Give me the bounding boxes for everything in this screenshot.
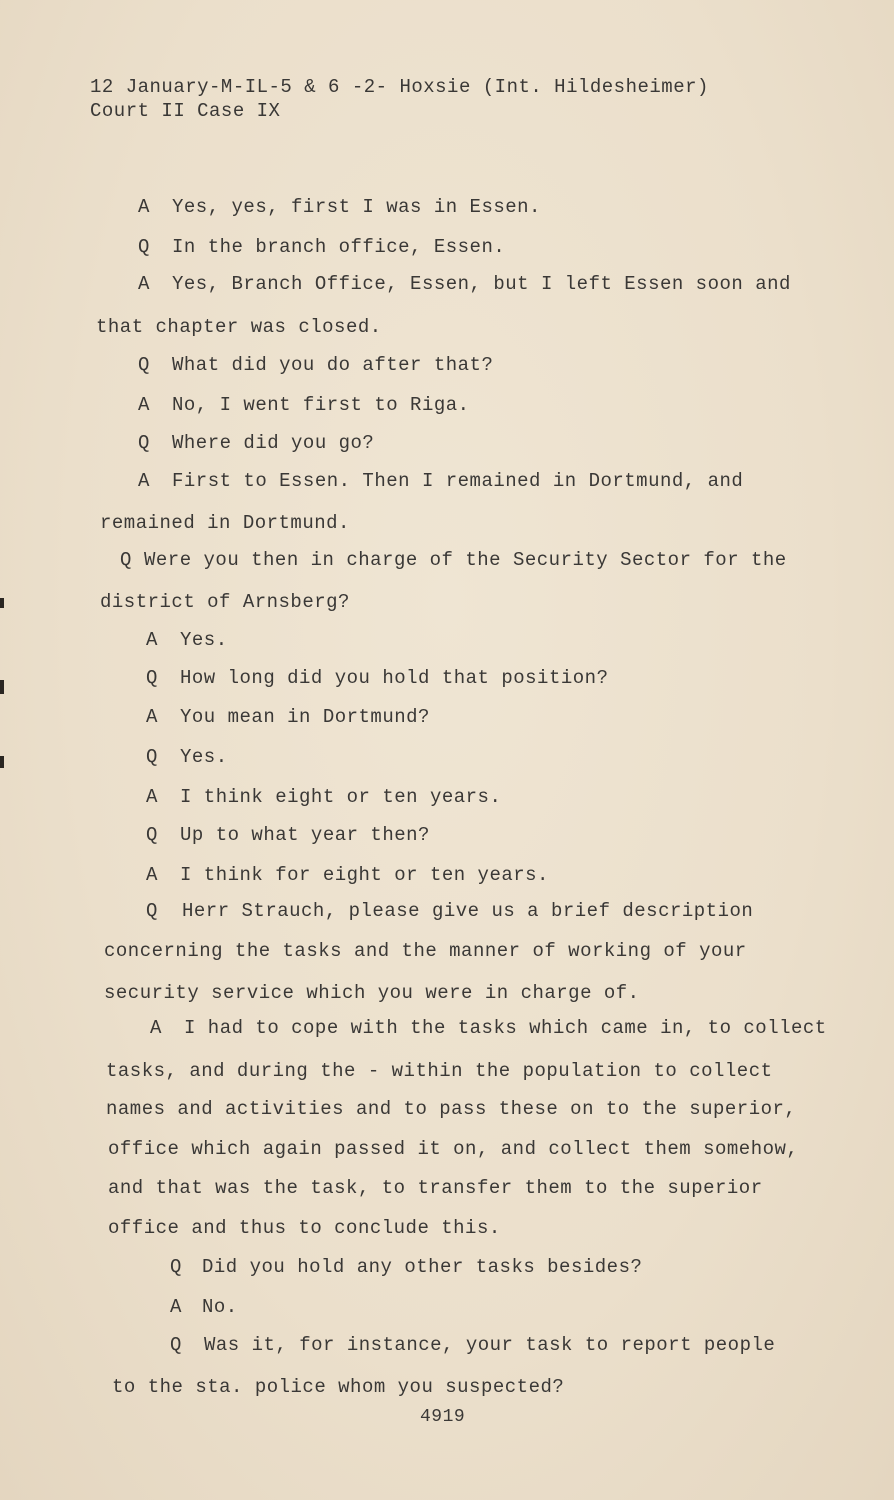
speaker-label: Q bbox=[146, 900, 158, 922]
line-text: No. bbox=[202, 1296, 238, 1318]
line-text: office and thus to conclude this. bbox=[108, 1217, 501, 1239]
transcript-line bbox=[170, 1256, 642, 1278]
transcript-line bbox=[138, 196, 541, 218]
line-text: security service which you were in charge of. bbox=[104, 982, 640, 1004]
line-text: In the branch office, Essen. bbox=[172, 236, 506, 258]
transcript-line bbox=[170, 1296, 238, 1318]
transcript-line bbox=[106, 1098, 796, 1120]
speaker-label: A bbox=[138, 273, 150, 295]
line-text: district of Arnsberg? bbox=[100, 591, 350, 613]
transcript-line bbox=[138, 470, 743, 492]
transcript-line bbox=[100, 591, 350, 613]
transcript-line bbox=[150, 1017, 827, 1039]
line-text: tasks, and during the - within the population to collect bbox=[106, 1060, 773, 1082]
speaker-label: Q bbox=[138, 354, 150, 376]
line-text: First to Essen. Then I remained in Dortmund, and bbox=[172, 470, 744, 492]
margin-mark bbox=[0, 756, 4, 768]
transcript-line bbox=[146, 824, 430, 846]
speaker-label: A bbox=[150, 1017, 162, 1039]
transcript-line bbox=[138, 394, 470, 416]
speaker-label: A bbox=[138, 196, 150, 218]
transcript-line bbox=[146, 746, 228, 768]
speaker-label: A bbox=[146, 706, 158, 728]
speaker-label: A bbox=[138, 394, 150, 416]
line-text: Yes, yes, first I was in Essen. bbox=[172, 196, 541, 218]
line-text: that chapter was closed. bbox=[96, 316, 382, 338]
line-text: Were you then in charge of the Security Sector for the bbox=[144, 549, 787, 571]
transcript-line bbox=[138, 273, 791, 295]
speaker-label: A bbox=[138, 470, 150, 492]
transcript-line bbox=[108, 1138, 798, 1160]
transcript-line bbox=[104, 940, 747, 962]
speaker-label: Q bbox=[138, 432, 150, 454]
line-text: names and activities and to pass these on to the superior, bbox=[106, 1098, 797, 1120]
transcript-line bbox=[146, 629, 228, 651]
speaker-label: Q bbox=[146, 824, 158, 846]
transcript-line bbox=[106, 1060, 773, 1082]
line-text: No, I went first to Riga. bbox=[172, 394, 470, 416]
line-text: I think eight or ten years. bbox=[180, 786, 502, 808]
transcript-line bbox=[138, 354, 493, 376]
header-line-2: Court II Case IX bbox=[90, 100, 281, 122]
speaker-label: A bbox=[146, 786, 158, 808]
line-text: Did you hold any other tasks besides? bbox=[202, 1256, 643, 1278]
transcript-line bbox=[146, 900, 753, 922]
speaker-label: Q bbox=[170, 1334, 182, 1356]
speaker-label: Q bbox=[138, 236, 150, 258]
speaker-label: Q bbox=[170, 1256, 182, 1278]
transcript-line bbox=[170, 1334, 775, 1356]
transcript-line bbox=[108, 1217, 501, 1239]
transcript-line bbox=[146, 667, 608, 689]
transcript-line bbox=[120, 549, 787, 571]
line-text: and that was the task, to transfer them to the superior bbox=[108, 1177, 763, 1199]
line-text: How long did you hold that position? bbox=[180, 667, 609, 689]
line-text: Yes. bbox=[180, 746, 228, 768]
transcript-line bbox=[146, 706, 430, 728]
line-text: Up to what year then? bbox=[180, 824, 430, 846]
line-text: to the sta. police whom you suspected? bbox=[112, 1376, 565, 1398]
line-text: Yes, Branch Office, Essen, but I left Essen soon and bbox=[172, 273, 791, 295]
line-text: concerning the tasks and the manner of working of your bbox=[104, 940, 747, 962]
transcript-line bbox=[96, 316, 382, 338]
line-text: Herr Strauch, please give us a brief description bbox=[182, 900, 754, 922]
transcript-line bbox=[100, 512, 350, 534]
transcript-line bbox=[146, 864, 549, 886]
line-text: Where did you go? bbox=[172, 432, 375, 454]
transcript-line bbox=[112, 1376, 564, 1398]
line-text: You mean in Dortmund? bbox=[180, 706, 430, 728]
line-text: I had to cope with the tasks which came in, to collect bbox=[184, 1017, 827, 1039]
line-text: What did you do after that? bbox=[172, 354, 494, 376]
margin-mark bbox=[0, 598, 4, 608]
line-text: Was it, for instance, your task to report people bbox=[204, 1334, 776, 1356]
speaker-label: A bbox=[146, 864, 158, 886]
speaker-label: A bbox=[146, 629, 158, 651]
speaker-label: Q bbox=[146, 746, 158, 768]
margin-mark bbox=[0, 680, 4, 694]
transcript-line bbox=[104, 982, 640, 1004]
speaker-label: Q bbox=[120, 549, 132, 571]
line-text: I think for eight or ten years. bbox=[180, 864, 549, 886]
speaker-label: A bbox=[170, 1296, 182, 1318]
page-number: 4919 bbox=[420, 1407, 466, 1427]
header-line-1: 12 January-M-IL-5 & 6 -2- Hoxsie (Int. Hildesheimer) bbox=[90, 76, 709, 98]
transcript-line bbox=[138, 236, 505, 258]
line-text: remained in Dortmund. bbox=[100, 512, 350, 534]
transcript-line bbox=[108, 1177, 763, 1199]
line-text: office which again passed it on, and collect them somehow, bbox=[108, 1138, 799, 1160]
transcript-line bbox=[146, 786, 501, 808]
speaker-label: Q bbox=[146, 667, 158, 689]
line-text: Yes. bbox=[180, 629, 228, 651]
transcript-line bbox=[138, 432, 374, 454]
